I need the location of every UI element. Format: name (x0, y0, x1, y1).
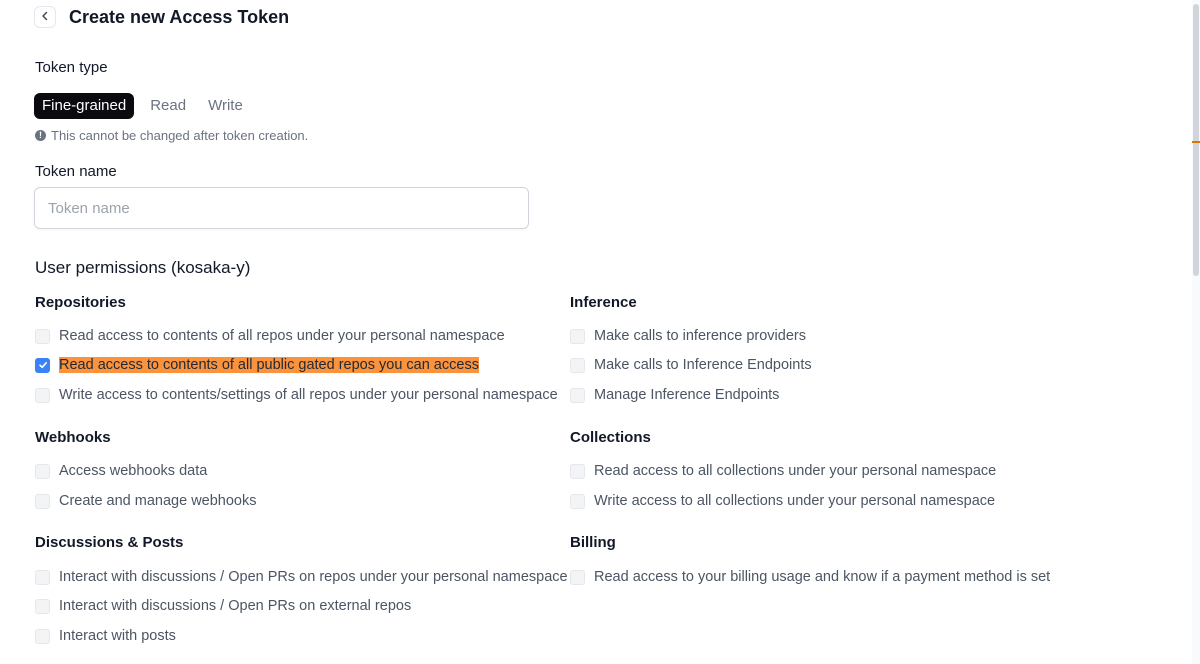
token-name-label: Token name (35, 163, 117, 180)
perm-repos-write-personal[interactable] (35, 387, 558, 403)
perm-repos-read-personal[interactable] (35, 328, 505, 344)
discussions-title: Discussions & Posts (35, 534, 184, 551)
perm-label: Write access to all collections under your personal namespace (594, 493, 996, 509)
perm-label: Read access to contents of all repos under your personal namespace (59, 328, 505, 344)
token-type-label: Token type (35, 59, 108, 76)
inference-title: Inference (570, 294, 637, 311)
perm-posts[interactable] (35, 628, 176, 644)
perm-inference-endpoints-calls[interactable] (570, 357, 812, 373)
perm-label: Interact with discussions / Open PRs on external repos (59, 598, 412, 614)
back-button[interactable] (34, 6, 56, 28)
perm-label: Make calls to Inference Endpoints (594, 357, 812, 373)
checkbox[interactable] (570, 329, 585, 344)
token-type-fine-grained[interactable]: Fine-grained (34, 93, 134, 119)
checkbox[interactable] (35, 329, 50, 344)
token-type-selector (34, 93, 254, 119)
perm-billing-read[interactable] (570, 569, 1050, 585)
token-name-input[interactable] (34, 187, 529, 229)
scroll-marker (1192, 141, 1200, 143)
perm-collections-read[interactable] (570, 463, 996, 479)
perm-label: Manage Inference Endpoints (594, 387, 780, 403)
checkbox-checked[interactable] (35, 358, 50, 373)
perm-collections-write[interactable] (570, 493, 995, 509)
perm-label: Read access to all collections under your personal namespace (594, 463, 997, 479)
perm-label: Access webhooks data (59, 463, 208, 479)
perm-label: Read access to your billing usage and know if a payment method is set (594, 569, 1051, 585)
checkbox[interactable] (35, 599, 50, 614)
perm-webhooks-access[interactable] (35, 463, 207, 479)
perm-discussions-personal[interactable] (35, 569, 568, 585)
perm-label: Interact with posts (59, 628, 176, 644)
perm-webhooks-manage[interactable] (35, 493, 257, 509)
user-permissions-title: User permissions (kosaka-y) (35, 258, 251, 277)
repositories-title: Repositories (35, 294, 126, 311)
perm-label: Create and manage webhooks (59, 493, 257, 509)
checkbox[interactable] (570, 358, 585, 373)
chevron-left-icon (40, 8, 50, 26)
perm-label-highlighted: Read access to contents of all public gated repos you can access (59, 357, 479, 373)
perm-inference-providers[interactable] (570, 328, 806, 344)
perm-discussions-external[interactable] (35, 598, 411, 614)
perm-label: Interact with discussions / Open PRs on repos under your personal namespace (59, 569, 568, 585)
checkbox[interactable] (35, 464, 50, 479)
perm-label: Write access to contents/settings of all repos under your personal namespace (59, 387, 558, 403)
perm-repos-read-gated[interactable] (35, 357, 479, 373)
checkbox[interactable] (35, 494, 50, 509)
checkmark-icon (38, 360, 48, 370)
perm-inference-endpoints-manage[interactable] (570, 387, 779, 403)
perm-label: Make calls to inference providers (594, 328, 806, 344)
token-type-note (35, 128, 308, 143)
checkbox[interactable] (35, 629, 50, 644)
checkbox[interactable] (570, 570, 585, 585)
page-title: Create new Access Token (69, 6, 290, 27)
billing-title: Billing (570, 534, 616, 551)
info-icon: ! (35, 130, 46, 141)
checkbox[interactable] (570, 388, 585, 403)
collections-title: Collections (570, 429, 651, 446)
webhooks-title: Webhooks (35, 429, 111, 446)
scrollbar-thumb[interactable] (1193, 4, 1199, 276)
checkbox[interactable] (570, 494, 585, 509)
checkbox[interactable] (35, 570, 50, 585)
page-header (34, 6, 289, 28)
token-type-read[interactable]: Read (150, 97, 187, 114)
scrollbar[interactable] (1192, 0, 1200, 664)
checkbox[interactable] (35, 388, 50, 403)
token-type-note-text: This cannot be changed after token creation. (51, 128, 309, 143)
token-type-write[interactable]: Write (208, 97, 243, 114)
checkbox[interactable] (570, 464, 585, 479)
